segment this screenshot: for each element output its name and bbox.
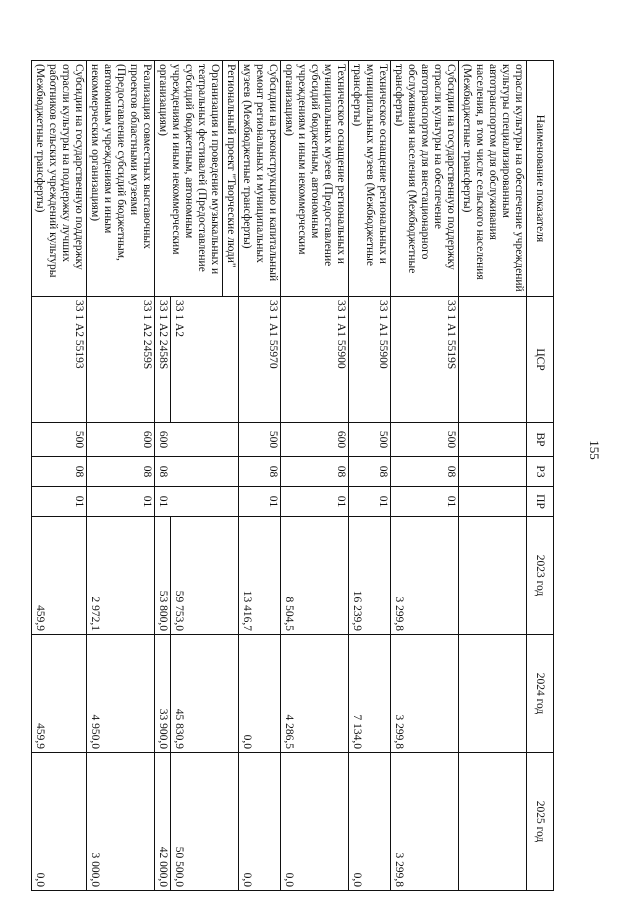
page-number: 155 <box>587 440 602 460</box>
row-pr <box>459 487 527 517</box>
row-pr: 01 <box>239 487 281 517</box>
header-rz: РЗ <box>527 457 554 487</box>
row-csr: 33 1 А1 55900 <box>281 297 349 423</box>
table-row-project-group <box>155 61 239 891</box>
project-2025-cell <box>155 753 239 891</box>
row-pr: 01 <box>391 487 459 517</box>
row-2023: 8 504,5 <box>281 517 349 635</box>
row-vr: 600 <box>155 423 239 457</box>
row-vr: 500 <box>349 423 391 457</box>
row-name: Субсидии на государственную поддержку отрасли культуры на поддержку лучших работников сельских учреждений культуры (Межбюджетные трансферты) <box>32 61 87 297</box>
row-2024: 3 299,8 <box>391 635 459 753</box>
row-rz: 08 <box>239 457 281 487</box>
row-csr: 33 1 А2 2458S <box>155 297 171 422</box>
table-row <box>281 61 349 891</box>
header-2025: 2025 год <box>527 753 554 891</box>
row-2024: 0,0 <box>239 635 281 753</box>
row-2024: 459,9 <box>32 635 87 753</box>
row-rz: 08 <box>349 457 391 487</box>
row-vr <box>459 423 527 457</box>
row-2025: 0,0 <box>32 753 87 891</box>
row-name: Субсидии на реконструкцию и капитальный ремонт региональных и муниципальных музеев (Межбюджетные трансферты) <box>239 61 281 297</box>
header-name: Наименование показателя <box>527 61 554 297</box>
project-2024: 45 830,9 <box>173 708 185 749</box>
row-rz: 08 <box>87 457 155 487</box>
row-2025: 0,0 <box>239 753 281 891</box>
row-csr: 33 1 А2 2459S <box>87 297 155 423</box>
project-csr: 33 1 А2 <box>173 300 185 338</box>
row-2025: 0,0 <box>349 753 391 891</box>
row-2025: 0,0 <box>281 753 349 891</box>
row-rz: 08 <box>281 457 349 487</box>
project-csr-cell <box>155 297 239 423</box>
row-vr: 500 <box>32 423 87 457</box>
row-2023: 2 972,1 <box>87 517 155 635</box>
project-title: Региональный проект "Творческие люди" <box>225 64 237 268</box>
row-rz: 08 <box>32 457 87 487</box>
project-name-cell <box>155 61 239 297</box>
row-vr: 600 <box>87 423 155 457</box>
project-2025: 50 500,0 <box>173 846 185 887</box>
header-2024: 2024 год <box>527 635 554 753</box>
row-pr: 01 <box>155 487 239 517</box>
row-2025: 3 000,0 <box>87 753 155 891</box>
header-2023: 2023 год <box>527 517 554 635</box>
row-vr: 500 <box>239 423 281 457</box>
row-csr: 33 1 А1 5519S <box>391 297 459 423</box>
table-row <box>239 61 281 891</box>
header-vr: ВР <box>527 423 554 457</box>
row-csr <box>459 297 527 423</box>
row-name: отрасли культуры на обеспечение учреждений культуры специализированным автотранспортом для обслуживания населения, в том числе сельского населения (Межбюджетные трансферты) <box>459 61 527 297</box>
row-2025 <box>459 753 527 891</box>
row-2023 <box>459 517 527 635</box>
row-name: Реализация совместных выставочных проектов областными музеями (Предоставление субсидий бюджетным, автономным учреждениям и иным некоммерческим организациям) <box>87 61 155 297</box>
row-csr: 33 1 А1 55970 <box>239 297 281 423</box>
table-row <box>87 61 155 891</box>
row-2025: 3 299,8 <box>391 753 459 891</box>
row-vr: 600 <box>281 423 349 457</box>
row-pr: 01 <box>32 487 87 517</box>
row-2023: 13 416,7 <box>239 517 281 635</box>
table-row <box>459 61 527 891</box>
row-name: Техническое оснащение региональных и муниципальных музеев (Предоставление субсидий бюджетным, автономным учреждениям и иным некоммерческим организациям) <box>281 61 349 297</box>
row-pr: 01 <box>281 487 349 517</box>
row-rz <box>459 457 527 487</box>
table-row <box>32 61 87 891</box>
row-pr: 01 <box>87 487 155 517</box>
project-2023-cell <box>155 517 239 635</box>
header-csr: ЦСР <box>527 297 554 423</box>
row-2023: 16 239,9 <box>349 517 391 635</box>
table-row <box>391 61 459 891</box>
row-2024 <box>459 635 527 753</box>
rotated-table-wrapper <box>34 60 554 890</box>
row-csr: 33 1 А2 55193 <box>32 297 87 423</box>
row-2024: 4 286,5 <box>281 635 349 753</box>
row-name: Техническое оснащение региональных и муниципальных музеев (Межбюджетные трансферты) <box>349 61 391 297</box>
row-2023: 459,9 <box>32 517 87 635</box>
row-pr: 01 <box>349 487 391 517</box>
row-2024: 7 134,0 <box>349 635 391 753</box>
table-row <box>349 61 391 891</box>
row-vr: 500 <box>391 423 459 457</box>
row-2023: 53 800,0 <box>155 517 171 634</box>
header-pr: ПР <box>527 487 554 517</box>
row-rz: 08 <box>391 457 459 487</box>
row-rz: 08 <box>155 457 239 487</box>
table-header-row <box>527 61 554 891</box>
row-2025: 42 000,0 <box>155 753 171 890</box>
row-2023: 3 299,8 <box>391 517 459 635</box>
row-name: Организация и проведение музыкальных и театральных фестивалей (Предоставление субсидий бюджетным, автономным учреждениям и иным некоммерческим организациям) <box>155 61 223 296</box>
row-2024: 4 950,0 <box>87 635 155 753</box>
row-csr: 33 1 А1 55900 <box>349 297 391 423</box>
row-name: Субсидии на государственную поддержку отрасли культуры на обеспечение автотранспортом для внестационарного обслуживания населения (Межбюджетные трансферты) <box>391 61 459 297</box>
project-2024-cell <box>155 635 239 753</box>
budget-table <box>31 60 554 891</box>
project-2023: 59 753,0 <box>173 590 185 631</box>
page-number-area <box>579 430 609 470</box>
row-2024: 33 900,0 <box>155 635 171 752</box>
